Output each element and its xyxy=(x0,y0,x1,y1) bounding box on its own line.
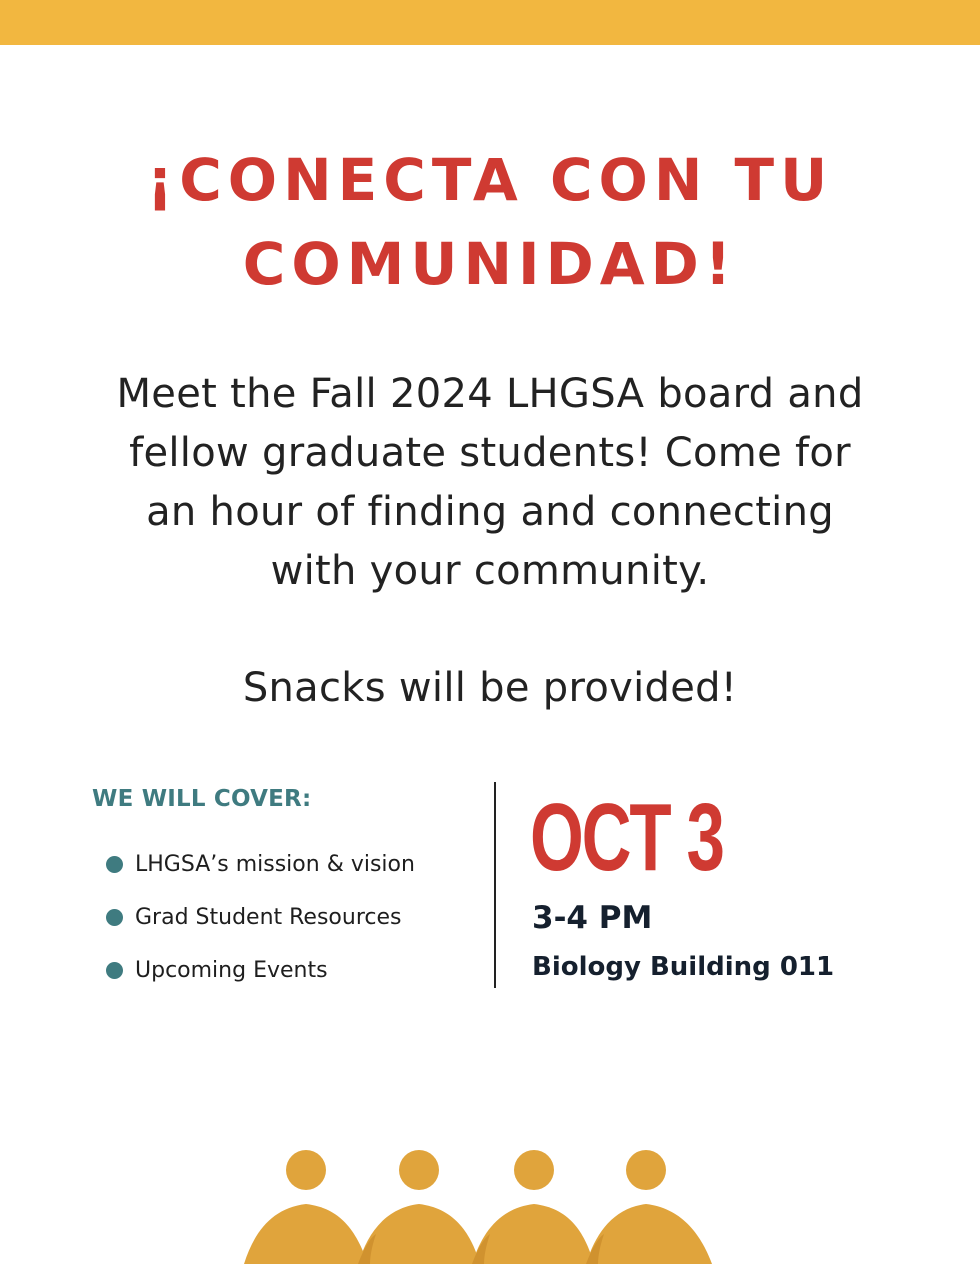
list-item xyxy=(106,838,415,891)
event-time: 3-4 PM xyxy=(532,900,653,936)
vertical-divider xyxy=(494,782,496,988)
bullet-dot-icon xyxy=(106,856,123,873)
intro-line: fellow graduate students! Come for xyxy=(129,430,851,476)
intro-line: an hour of finding and connecting xyxy=(146,489,834,535)
title-line-2: COMUNIDAD! xyxy=(242,230,738,298)
people-holding-hands-icon xyxy=(230,1140,730,1264)
bullet-dot-icon xyxy=(106,962,123,979)
intro-paragraph xyxy=(60,365,920,601)
list-item-label: Grad Student Resources xyxy=(135,905,402,930)
page-title xyxy=(0,138,980,306)
cover-heading: WE WILL COVER: xyxy=(92,786,312,812)
bullet-dot-icon xyxy=(106,909,123,926)
snacks-note: Snacks will be provided! xyxy=(242,665,738,711)
list-item-label: Upcoming Events xyxy=(135,958,328,983)
title-line-1: ¡CONECTA CON TU xyxy=(146,146,834,214)
intro-line: with your community. xyxy=(270,548,710,594)
list-item xyxy=(106,944,415,997)
list-item-label: LHGSA’s mission & vision xyxy=(135,852,415,877)
list-item xyxy=(106,891,415,944)
event-date: OCT 3 xyxy=(530,784,723,891)
top-color-band xyxy=(0,0,980,45)
cover-list xyxy=(106,838,415,997)
event-location: Biology Building 011 xyxy=(532,952,835,982)
intro-line: Meet the Fall 2024 LHGSA board and xyxy=(116,371,864,417)
